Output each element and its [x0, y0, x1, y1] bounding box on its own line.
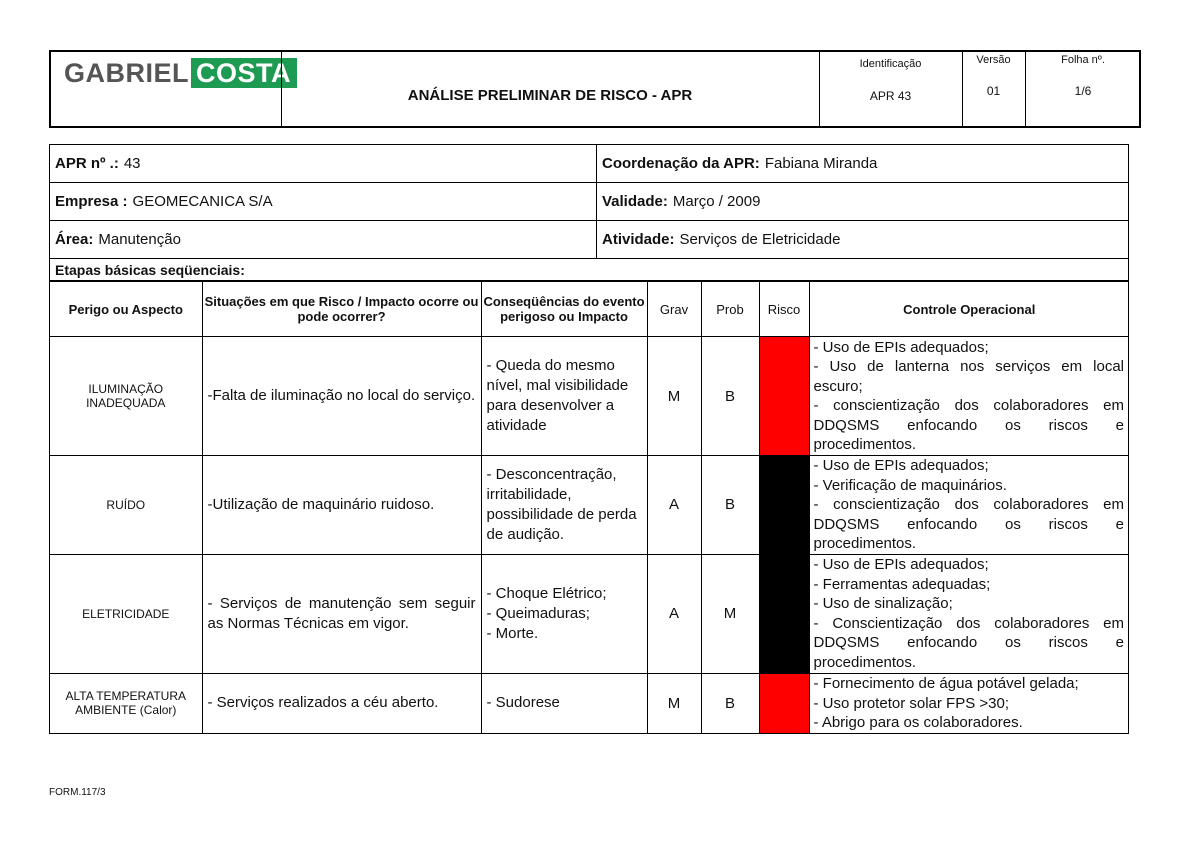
- document-title: ANÁLISE PRELIMINAR DE RISCO - APR: [407, 87, 693, 104]
- situation-cell: [202, 554, 481, 673]
- risk-level-cell: [759, 456, 809, 555]
- operational-control-cell: [809, 554, 1129, 673]
- severity-cell: [647, 456, 701, 555]
- situation-cell-text: -Falta de iluminação no local do serviço.: [207, 387, 476, 404]
- situation-cell: [202, 673, 481, 733]
- validity-value: Março / 2009: [672, 193, 761, 210]
- probability-cell-text: B: [724, 387, 735, 405]
- hazard-cell: [50, 554, 202, 673]
- severity-cell: [647, 337, 701, 456]
- hazard-cell-text: RUÍDO: [106, 497, 146, 512]
- operational-control-cell-text: - Uso de EPIs adequados; - Ferramentas adequadas; - Uso de sinalização; - Conscientização dos colaboradores em DDQSMS enfocando os riscos e procedimentos.: [813, 556, 1124, 671]
- severity-cell-text: M: [667, 694, 681, 712]
- area-value: Manutenção: [98, 231, 181, 248]
- probability-cell-text: M: [723, 605, 737, 622]
- info-row-3: [50, 221, 1128, 259]
- header-severity: Grav: [647, 282, 701, 337]
- situation-cell-text: - Serviços de manutenção sem seguir as Normas Técnicas em vigor.: [207, 594, 476, 632]
- coordination-value: Fabiana Miranda: [764, 155, 878, 172]
- consequence-cell: [481, 554, 647, 673]
- hazard-cell: [50, 337, 202, 456]
- header-operational-control: Controle Operacional: [809, 282, 1129, 337]
- hazard-cell: [50, 673, 202, 733]
- situation-cell-text: -Utilização de maquinário ruidoso.: [207, 495, 435, 513]
- apr-number-value: 43: [123, 155, 141, 172]
- info-row-1: [50, 145, 1128, 183]
- sheet-label: Folha nº.: [1061, 54, 1105, 66]
- company-label: Empresa :: [55, 193, 128, 210]
- severity-cell-text: M: [667, 387, 681, 405]
- consequence-cell: [481, 337, 647, 456]
- apr-number-label: APR nº .:: [55, 155, 119, 172]
- operational-control-cell: [809, 456, 1129, 555]
- operational-control-cell-text: - Uso de EPIs adequados; - Verificação de maquinários. - conscientização dos colaboradores em DDQSMS enfocando os riscos e procedimentos.: [813, 457, 1124, 552]
- consequence-cell-text: - Queda do mesmo nível, mal visibilidade para desenvolver a atividade: [486, 357, 629, 434]
- header-risk: Risco: [759, 282, 809, 337]
- logo-text-gabriel: GABRIEL: [64, 58, 189, 88]
- document-header: [49, 50, 1141, 128]
- operational-control-cell-text: - Uso de EPIs adequados; - Uso de lanterna nos serviços em local escuro; - conscientização dos colaboradores em DDQSMS enfocando os riscos e procedimentos.: [813, 338, 1124, 453]
- probability-cell: [701, 673, 759, 733]
- version-label: Versão: [976, 54, 1011, 66]
- probability-cell: [701, 337, 759, 456]
- activity-label: Atividade:: [602, 231, 675, 248]
- table-row: [50, 554, 1129, 673]
- severity-cell: [647, 554, 701, 673]
- operational-control-cell: [809, 337, 1129, 456]
- header-hazard: Perigo ou Aspecto: [50, 282, 202, 337]
- header-consequences: Conseqüências do evento perigoso ou Impacto: [481, 282, 647, 337]
- sheet-value: 1/6: [1074, 84, 1092, 98]
- table-row: [50, 337, 1129, 456]
- company-value: GEOMECANICA S/A: [132, 193, 273, 210]
- apr-form: [49, 144, 1129, 734]
- coordination-label: Coordenação da APR:: [602, 155, 760, 172]
- operational-control-cell-text: - Fornecimento de água potável gelada; - Uso protetor solar FPS >30; - Abrigo para os colaboradores.: [813, 675, 1079, 731]
- header-probability: Prob: [701, 282, 759, 337]
- risk-level-cell: [759, 673, 809, 733]
- severity-cell-text: A: [668, 496, 679, 514]
- risk-table: [50, 281, 1129, 733]
- hazard-cell-text: ILUMINAÇÃO INADEQUADA: [86, 382, 166, 410]
- risk-level-cell: [759, 337, 809, 456]
- company-logo: [64, 58, 297, 89]
- probability-cell-text: B: [724, 496, 735, 514]
- consequence-cell: [481, 673, 647, 733]
- situation-cell-text: - Serviços realizados a céu aberto.: [207, 694, 439, 712]
- version-value: 01: [986, 84, 1001, 98]
- severity-cell: [647, 673, 701, 733]
- risk-level-cell: [759, 554, 809, 673]
- severity-cell-text: A: [668, 605, 679, 622]
- hazard-cell: [50, 456, 202, 555]
- consequence-cell-text: - Choque Elétrico; - Queimaduras; - Morte.: [486, 584, 607, 642]
- consequence-cell: [481, 456, 647, 555]
- hazard-cell-text: ELETRICIDADE: [82, 606, 170, 621]
- hazard-cell-text: ALTA TEMPERATURA AMBIENTE (Calor): [65, 689, 186, 718]
- header-situations: Situações em que Risco / Impacto ocorre ou pode ocorrer?: [202, 282, 481, 337]
- form-code: FORM.117/3: [49, 787, 106, 798]
- situation-cell: [202, 456, 481, 555]
- table-row: [50, 456, 1129, 555]
- activity-value: Serviços de Eletricidade: [679, 231, 841, 248]
- basic-steps-label: Etapas básicas seqüenciais:: [50, 259, 1128, 281]
- consequence-cell-text: - Desconcentração, irritabilidade, possibilidade de perda de audição.: [486, 465, 637, 543]
- info-row-2: [50, 183, 1128, 221]
- logo-text-costa: COSTA: [191, 58, 297, 88]
- validity-label: Validade:: [602, 193, 668, 210]
- situation-cell: [202, 337, 481, 456]
- identification-label: Identificação: [859, 58, 922, 70]
- consequence-cell-text: - Sudorese: [486, 694, 560, 712]
- probability-cell: [701, 456, 759, 555]
- table-row: [50, 673, 1129, 733]
- table-header-row: [50, 282, 1129, 337]
- area-label: Área:: [55, 231, 94, 248]
- probability-cell: [701, 554, 759, 673]
- identification-value: APR 43: [869, 89, 912, 103]
- operational-control-cell: [809, 673, 1129, 733]
- probability-cell-text: B: [724, 694, 735, 712]
